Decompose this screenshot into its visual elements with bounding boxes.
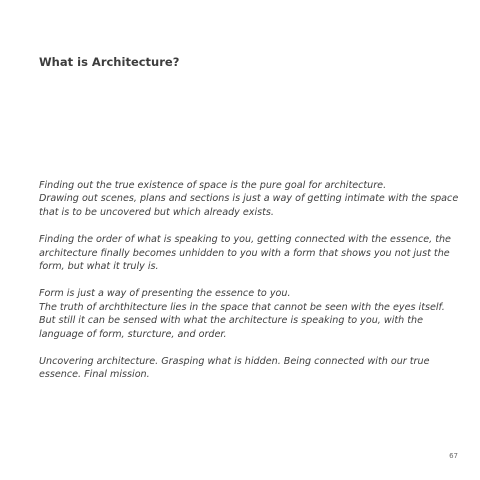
paragraph-2 xyxy=(39,233,449,273)
body-text xyxy=(39,179,459,396)
text-line: form, but what it truly is. xyxy=(39,261,159,273)
paragraph-4 xyxy=(39,355,449,382)
paragraph-1 xyxy=(39,179,459,219)
page-number: 67 xyxy=(449,452,458,460)
text-line: that is to be uncovered but which already exists. xyxy=(39,206,274,218)
text-line: architecture finally becomes unhidden to you with a form that shows you not just the xyxy=(39,247,450,259)
text-line: But still it can be sensed with what the architecture is speaking to you, with the xyxy=(39,315,424,327)
paragraph-3 xyxy=(39,287,449,341)
text-line: essence. Final mission. xyxy=(39,369,150,381)
text-line: The truth of archthitecture lies in the space that cannot be seen with the eyes itself. xyxy=(39,301,445,313)
text-line: Finding out the true existence of space is the pure goal for architecture. xyxy=(39,180,387,191)
text-line: Form is just a way of presenting the essence to you. xyxy=(39,288,291,300)
text-line: Drawing out scenes, plans and sections is just a way of getting intimate with the space xyxy=(39,193,459,205)
text-line: language of form, sturcture, and order. xyxy=(39,328,227,340)
page-title: What is Architecture? xyxy=(39,55,180,69)
text-line: Uncovering architecture. Grasping what is hidden. Being connected with our true xyxy=(39,356,430,368)
text-line: Finding the order of what is speaking to you, getting connected with the essence, the xyxy=(39,234,451,246)
